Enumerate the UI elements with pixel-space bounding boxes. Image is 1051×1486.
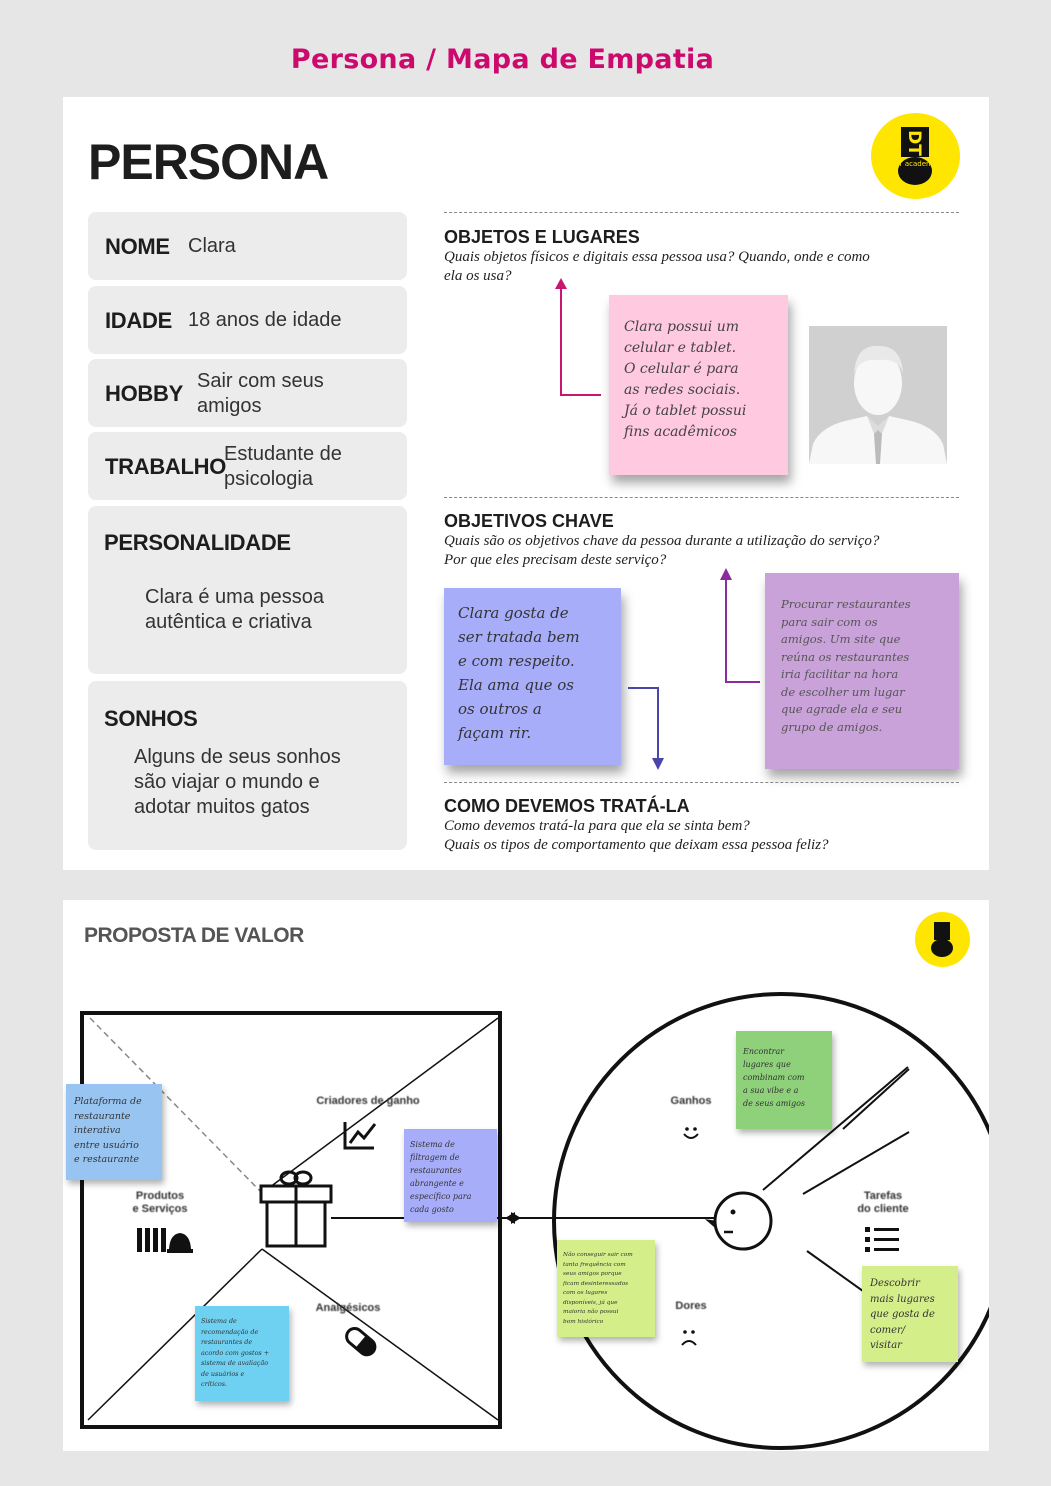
- field-hobby: [88, 359, 407, 427]
- field-label: NOME: [105, 234, 170, 259]
- field-label: IDADE: [105, 308, 172, 333]
- label-dores: Dores: [675, 1300, 707, 1312]
- sticky-note-descobrir: [862, 1266, 958, 1362]
- note-text: Descobrir mais lugares que gosta de comer/ visitar: [870, 1278, 935, 1351]
- field-value-line: Alguns de seus sonhos: [134, 746, 341, 768]
- sticky-note-objetivos-blue: [444, 588, 621, 765]
- field-value-line: psicologia: [224, 468, 313, 490]
- note-text: Procurar restaurantes para sair com os amigos. Um site que reúna os restaurantes iria facilitar na hora de escolher um lugar que agrade ela e seu grupo de amigos.: [781, 597, 911, 734]
- field-label: HOBBY: [105, 381, 183, 406]
- field-personalidade: [88, 506, 407, 674]
- svg-text:DT: DT: [904, 130, 924, 156]
- value-proposition-title: PROPOSTA DE VALOR: [84, 924, 304, 947]
- divider: [444, 212, 959, 213]
- field-value-line: Estudante de: [224, 443, 342, 465]
- field-label: TRABALHO: [105, 454, 227, 479]
- section-title-tratar: COMO DEVEMOS TRATÁ-LA: [444, 796, 690, 816]
- question-line: Quais objetos físicos e digitais essa pessoa usa? Quando, onde e como: [444, 249, 870, 265]
- frown-icon: [682, 1330, 696, 1345]
- section-title-objetos: OBJETOS E LUGARES: [444, 227, 640, 247]
- persona-panel: [63, 97, 989, 870]
- sticky-note-encontrar: [736, 1031, 832, 1129]
- section-title-objetivos: OBJETIVOS CHAVE: [444, 511, 614, 531]
- field-value: [224, 442, 342, 492]
- note-text: Plataforma de restaurante interativa entre usuário e restaurante: [74, 1096, 142, 1165]
- label-analgesicos: Analgésicos: [315, 1302, 381, 1314]
- section-question-objetos: [444, 248, 870, 286]
- label-criadores-de-ganho: Criadores de ganho: [316, 1095, 420, 1107]
- field-label: PERSONALIDADE: [104, 530, 291, 555]
- question-line: Quais os tipos de comportamento que deixam essa pessoa feliz?: [444, 837, 829, 853]
- field-value: Clara: [188, 235, 236, 257]
- question-line: ela os usa?: [444, 268, 512, 284]
- divider: [444, 782, 959, 783]
- note-text: Sistema de filtragem de restaurantes abrangente e específico para cada gosto: [410, 1140, 472, 1214]
- gift-icon: [261, 1172, 331, 1246]
- field-value: 18 anos de idade: [188, 309, 342, 331]
- divider-line: [843, 1069, 909, 1129]
- field-value-line: adotar muitos gatos: [134, 796, 310, 818]
- field-label: SONHOS: [104, 706, 198, 731]
- field-value-line: amigos: [197, 395, 262, 417]
- label-tarefas-do-cliente: Tarefas do cliente: [857, 1190, 909, 1215]
- note-text: Sistema de recomendação de restaurantes de acordo com gostos + sistema de avaliação de usuários e críticos.: [201, 1317, 270, 1388]
- avatar: [809, 326, 947, 464]
- field-value-line: Clara é uma pessoa: [145, 586, 324, 608]
- arrow-down-icon: [623, 682, 673, 777]
- label-produtos-servicos: Produtos e Serviços: [132, 1190, 188, 1215]
- field-value: [134, 745, 341, 820]
- field-nome: [88, 212, 407, 280]
- diagonal-line: [262, 1249, 498, 1420]
- field-value: [145, 585, 324, 635]
- note-text: Clara gosta de ser tratada bem e com respeito. Ela ama que os os outros a façam rir.: [458, 604, 580, 742]
- sticky-note-nao-conseguir: [557, 1240, 655, 1337]
- arrow-up-icon: [713, 567, 763, 687]
- dt-academy-logo: [871, 113, 960, 199]
- person-silhouette-icon: [809, 326, 947, 464]
- note-text: Encontrar lugares que combinam com a sua vibe e a de seus amigos: [743, 1047, 805, 1108]
- smile-icon: [684, 1127, 698, 1138]
- field-value: [197, 369, 324, 419]
- divider: [444, 497, 959, 498]
- customer-head-icon: [709, 1193, 771, 1249]
- sticky-note-sistema-recomendacao: [195, 1306, 289, 1401]
- products-services-icon: [137, 1228, 193, 1253]
- field-trabalho: [88, 432, 407, 500]
- value-proposition-panel: [63, 900, 989, 1451]
- label-ganhos: Ganhos: [670, 1095, 712, 1107]
- growth-chart-icon: [345, 1122, 375, 1148]
- note-text: Clara possui um celular e tablet. O celular é para as redes sociais. Já o tablet possui fins acadêmicos: [624, 319, 747, 440]
- question-line: Como devemos tratá-la para que ela se sinta bem?: [444, 818, 750, 834]
- sticky-note-objetos: [609, 295, 788, 475]
- question-line: Por que eles precisam deste serviço?: [444, 552, 667, 568]
- sticky-note-sistema-filtragem: [404, 1129, 497, 1222]
- logo-text: DT academy: [892, 160, 938, 168]
- field-value-line: autêntica e criativa: [145, 611, 312, 633]
- field-sonhos: [88, 681, 407, 850]
- checklist-icon: [865, 1227, 899, 1252]
- section-question-objetivos: [444, 532, 879, 570]
- sticky-note-objetivos-purple: [765, 573, 959, 769]
- field-idade: [88, 286, 407, 354]
- arrow-up-icon: [553, 277, 613, 397]
- persona-heading: PERSONA: [88, 134, 329, 190]
- section-question-tratar: [444, 817, 829, 855]
- note-text: Não conseguir sair com tanta frequência com seus amigos porque ficam desinteressados com os lugares disponíveis, já que maioria não possui bom histórico: [563, 1252, 633, 1325]
- page-title: Persona / Mapa de Empatia: [290, 44, 715, 75]
- field-value-line: Sair com seus: [197, 370, 324, 392]
- question-line: Quais são os objetivos chave da pessoa durante a utilização do serviço?: [444, 533, 880, 549]
- sticky-note-plataforma: [66, 1084, 162, 1180]
- field-value-line: são viajar o mundo e: [134, 771, 320, 793]
